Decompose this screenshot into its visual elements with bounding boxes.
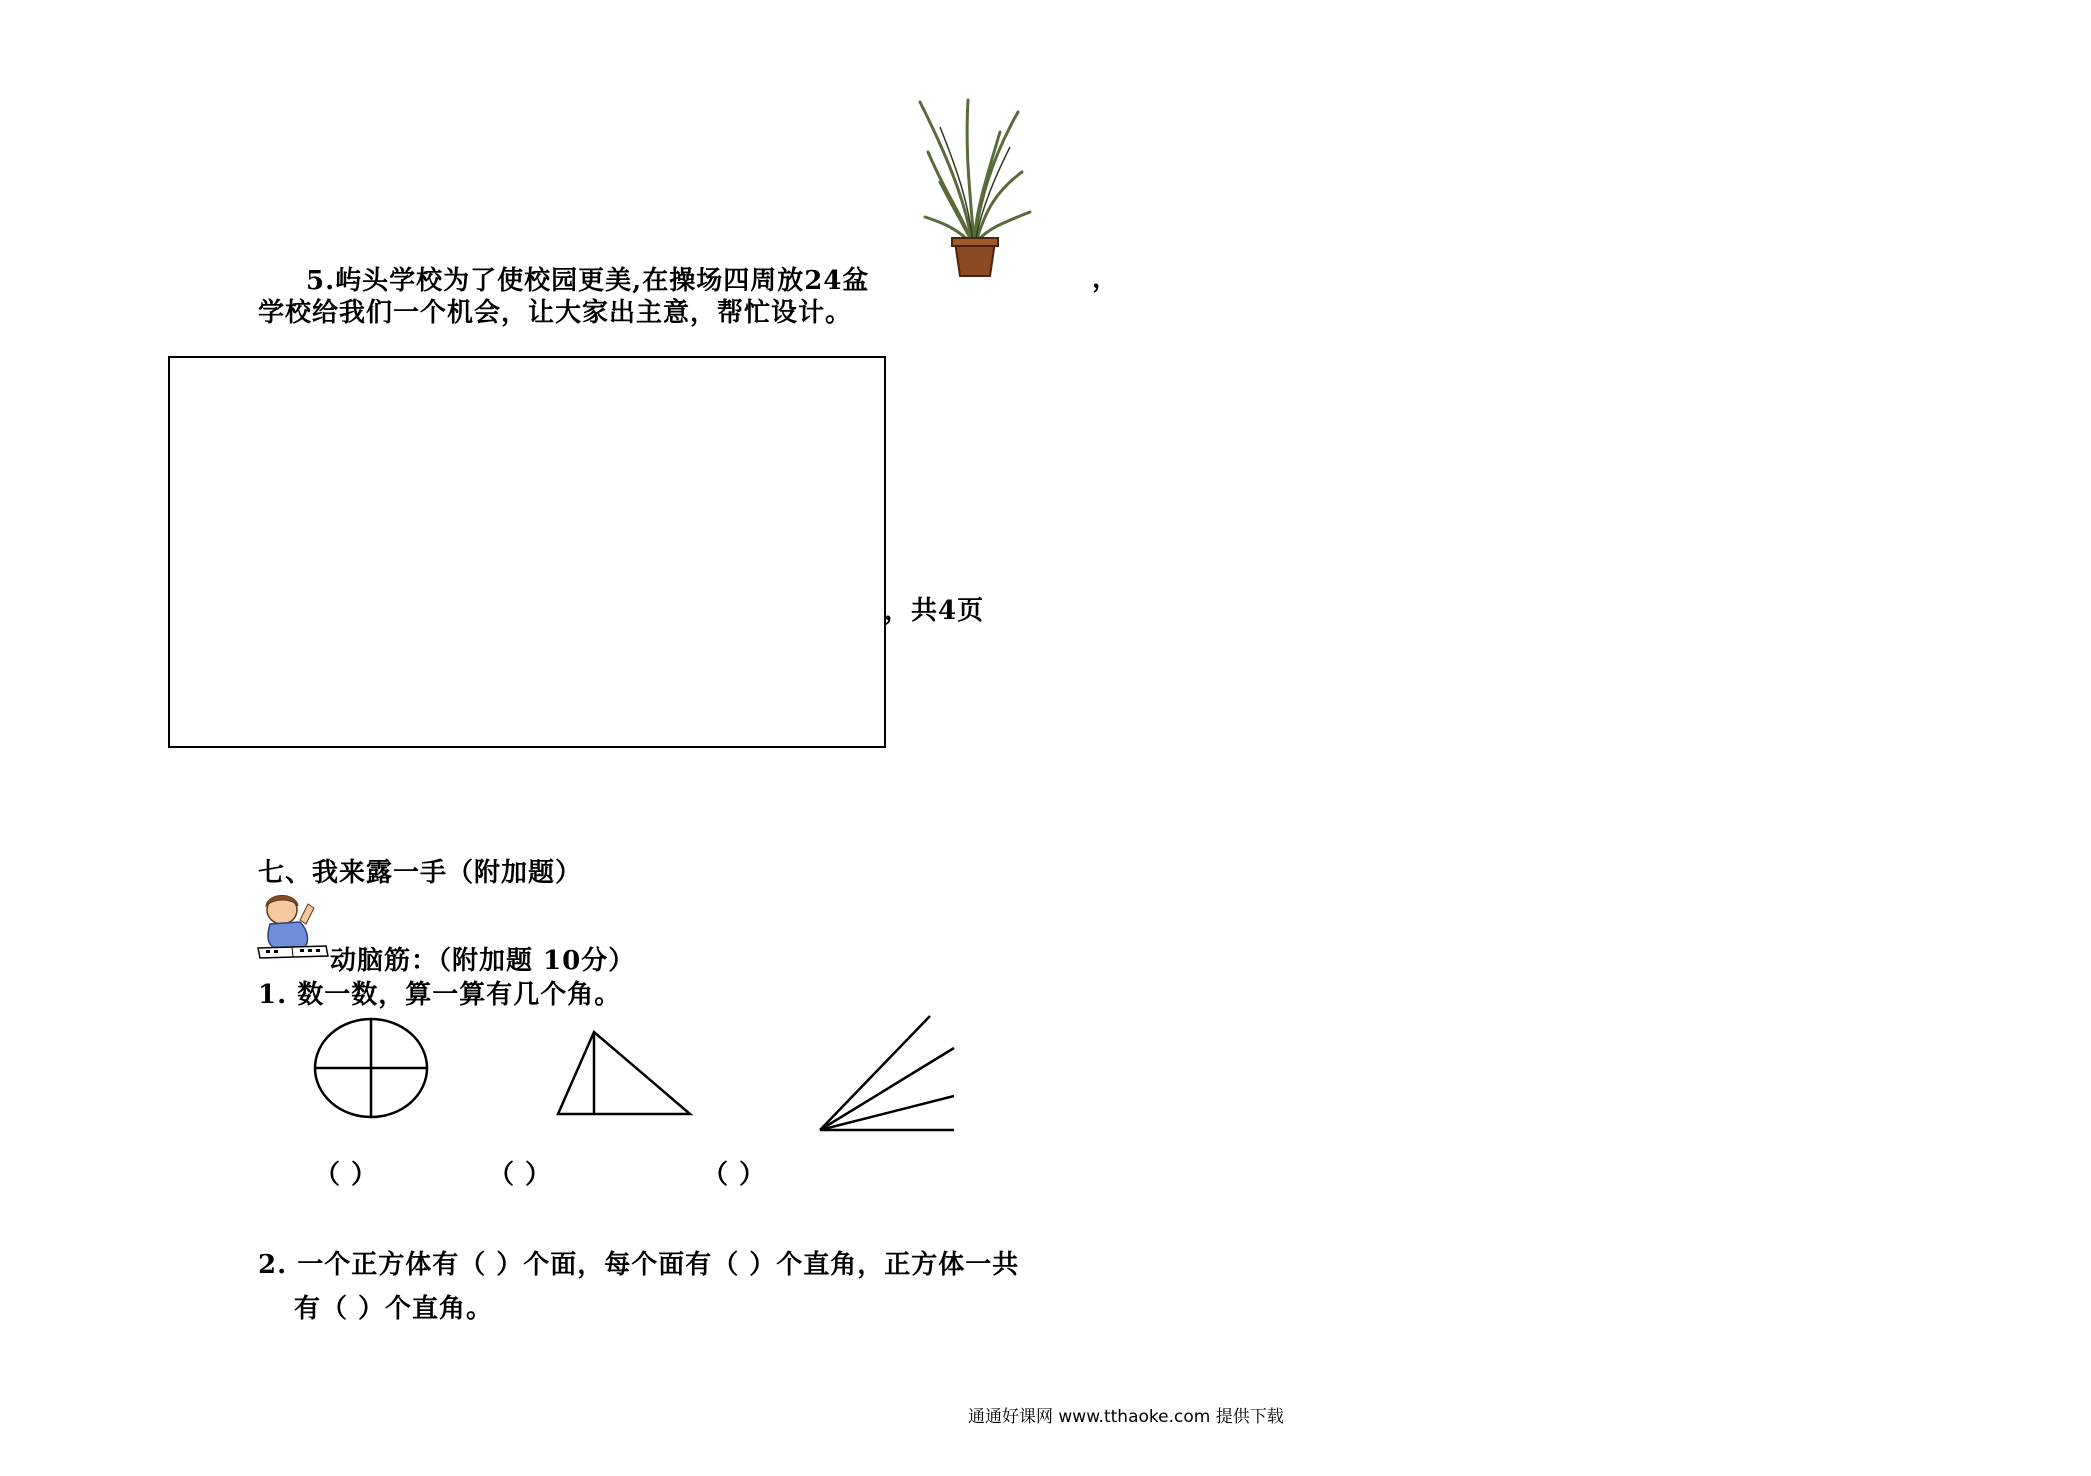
triangle-figure (556, 1030, 692, 1116)
q5-comma: ， (1092, 264, 1120, 294)
q2-line2: 有（ ）个直角。 (294, 1294, 494, 1324)
q1-answer-2[interactable]: （ ） (488, 1160, 553, 1190)
q5-line2: 学校给我们一个机会，让大家出主意，帮忙设计。 (258, 298, 853, 328)
reading-child-icon (256, 890, 330, 960)
section7-title: 七、我来露一手（附加题） (258, 858, 583, 888)
circle-cross-figure (312, 1016, 430, 1120)
q1-answer-1[interactable]: （ ） (314, 1160, 379, 1190)
q1-answer-3[interactable]: （ ） (702, 1160, 767, 1190)
section7-subtitle: 动脑筋：（附加题 10分） (330, 946, 636, 976)
q5-line1: 5.屿头学校为了使校园更美,在操场四周放24盆 (306, 266, 870, 296)
page-info: ，共4页 (884, 596, 985, 626)
footer-credit: 通通好课网 www.tthaoke.com 提供下载 (968, 1407, 1284, 1427)
potted-plant-icon (910, 92, 1040, 282)
q1-text: 1. 数一数，算一算有几个角。 (258, 980, 622, 1010)
rays-figure (818, 1014, 958, 1132)
q2-line1: 2. 一个正方体有（ ）个面，每个面有（ ）个直角，正方体一共 (258, 1250, 1020, 1280)
design-answer-box[interactable] (168, 356, 886, 748)
